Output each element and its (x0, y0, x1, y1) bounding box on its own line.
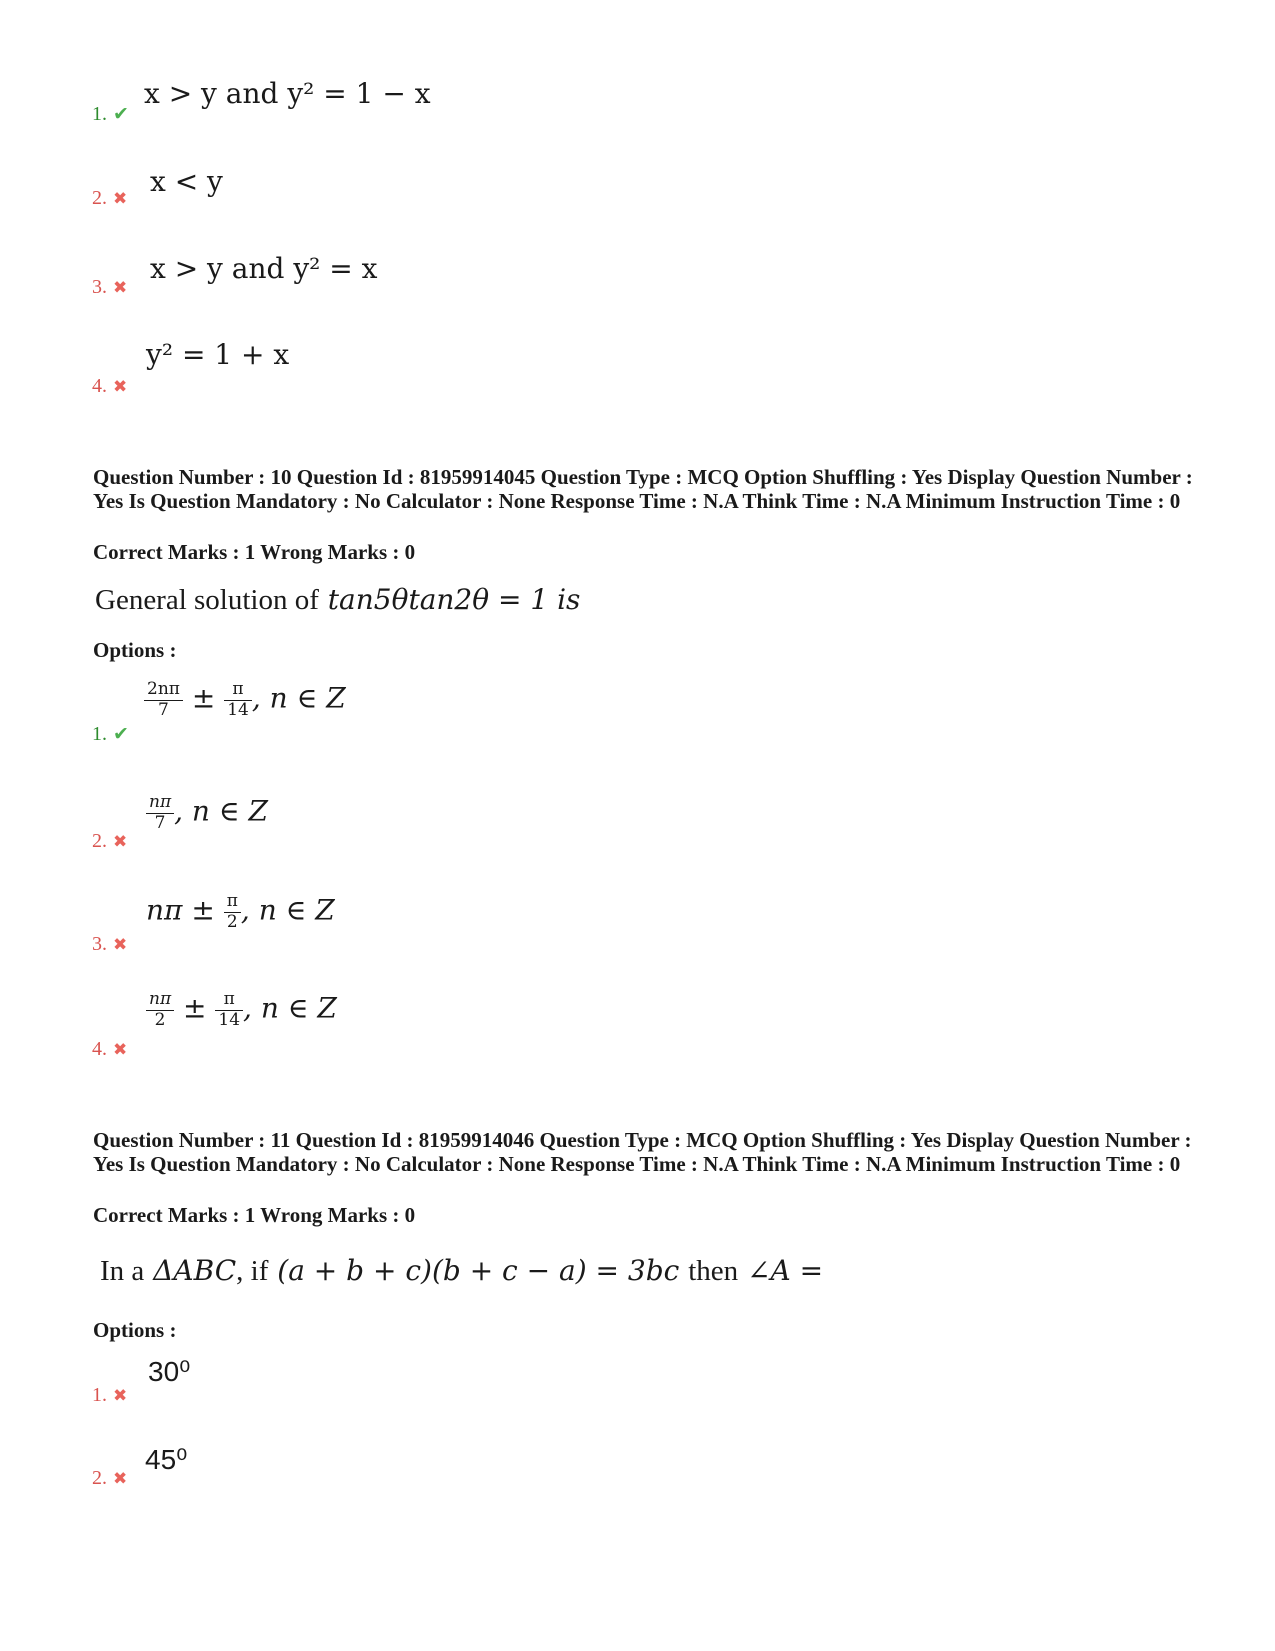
option-number: 4. ✖ (92, 375, 128, 397)
option-answer: $\frac{n\pi}{7}$ , n ∈ Z (146, 793, 268, 833)
option-number: 3. ✖ (92, 933, 128, 955)
option-row (0, 75, 1275, 135)
question-header: Question Number : 10 Question Id : 81959914045 Question Type : MCQ Option Shuffling : Yes Display Question Number : Yes Is Question Mandatory : No Calculator : None Response Time : N.A Think Time : N.A Minimum Instruction Time : 0 (93, 465, 1193, 513)
option-answer: x > y and y² = 1 − x (144, 77, 431, 110)
option-row (0, 793, 1275, 853)
cross-icon: ✖ (113, 1040, 128, 1059)
option-answer: x < y (150, 165, 223, 198)
option-answer: nπ ± $\frac{\pi}{2}$ , n ∈ Z (146, 891, 335, 932)
cross-icon: ✖ (113, 278, 128, 297)
option-row (0, 891, 1275, 955)
question-text: In a ΔABC, if (a + b + c)(b + c − a) = 3bc then ∠A = (100, 1254, 824, 1287)
option-row (0, 163, 1275, 223)
option-answer: y² = 1 + x (146, 338, 290, 371)
question-text: General solution of tan5θtan2θ = 1 is (95, 583, 581, 616)
option-number: 2. ✖ (92, 187, 128, 209)
option-number: 1. ✖ (92, 1384, 128, 1406)
question-header: Question Number : 11 Question Id : 81959914046 Question Type : MCQ Option Shuffling : Yes Display Question Number : Yes Is Question Mandatory : No Calculator : None Response Time : N.A Think Time : N.A Minimum Instruction Time : 0 (93, 1128, 1192, 1176)
cross-icon: ✖ (113, 1469, 128, 1488)
option-row (0, 989, 1275, 1060)
option-answer: 45⁰ (145, 1444, 188, 1475)
fraction: $\frac{n\pi}{7}$ (146, 793, 174, 833)
option-number: 3. ✖ (92, 276, 128, 298)
option-row (0, 1443, 1275, 1503)
check-icon: ✔ (113, 724, 129, 745)
fraction: $\frac{\pi}{14}$ (224, 680, 252, 720)
fraction: $\frac{\pi}{2}$ (224, 892, 241, 932)
cross-icon: ✖ (113, 832, 128, 851)
cross-icon: ✖ (113, 189, 128, 208)
fraction: $\frac{\pi}{14}$ (215, 990, 243, 1030)
fraction: $\frac{n\pi}{2}$ (146, 990, 174, 1030)
question-marks: Correct Marks : 1 Wrong Marks : 0 (93, 540, 416, 564)
option-row (0, 1355, 1275, 1415)
option-row (0, 250, 1275, 310)
options-label: Options : (93, 638, 177, 662)
option-number: 2. ✖ (92, 830, 128, 852)
option-number: 1. ✔ (92, 103, 129, 125)
option-row (0, 338, 1275, 398)
option-number: 1. ✔ (92, 723, 129, 745)
option-answer: $\frac{n\pi}{2}$ ± $\frac{\pi}{14}$ , n ∈ Z (146, 990, 337, 1030)
options-label: Options : (93, 1318, 177, 1342)
option-number: 4. ✖ (92, 1038, 128, 1060)
cross-icon: ✖ (113, 1386, 128, 1405)
option-number: 2. ✖ (92, 1467, 128, 1489)
fraction: $\frac{2n\pi}{7}$ (144, 680, 183, 720)
option-row (0, 679, 1275, 745)
cross-icon: ✖ (113, 377, 128, 396)
check-icon: ✔ (113, 104, 129, 125)
option-answer: 30⁰ (148, 1356, 191, 1387)
option-answer: x > y and y² = x (150, 252, 378, 285)
question-marks: Correct Marks : 1 Wrong Marks : 0 (93, 1203, 416, 1227)
option-answer: $\frac{2n\pi}{7}$ ± $\frac{\pi}{14}$ , n ∈ Z (144, 680, 346, 720)
cross-icon: ✖ (113, 935, 128, 954)
